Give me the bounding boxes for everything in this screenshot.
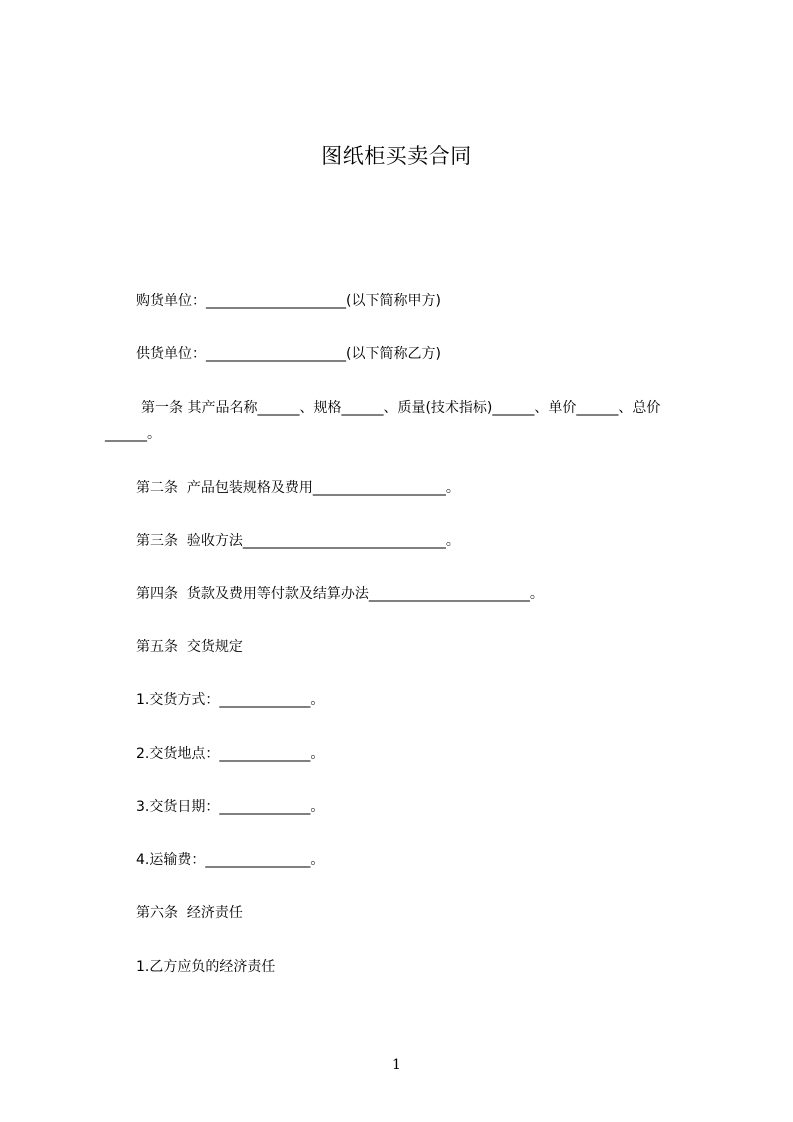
seller-liability-heading: 1.乙方应负的经济责任 — [136, 959, 276, 975]
article-1 — [105, 395, 705, 447]
article-5: 第五条 交货规定 — [136, 639, 243, 655]
freight-item: 4.运输费：_______________。 — [136, 852, 325, 868]
buyer-line: 购货单位：____________________(以下简称甲方) — [136, 293, 441, 309]
delivery-date-item: 3.交货日期：_____________。 — [136, 799, 325, 815]
page-number: 1 — [392, 1057, 401, 1073]
article-4: 第四条 货款及费用等付款及结算办法_______________________。 — [136, 586, 544, 602]
article-6: 第六条 经济责任 — [136, 905, 243, 921]
delivery-place-item: 2.交货地点：_____________。 — [136, 746, 325, 762]
contract-title: 图纸柜买卖合同 — [321, 144, 472, 168]
delivery-method-item: 1.交货方式：_____________。 — [136, 692, 325, 708]
article-3: 第三条 验收方法_____________________________。 — [136, 533, 460, 549]
article-2: 第二条 产品包装规格及费用___________________。 — [136, 480, 460, 496]
article-1-text: 第一条 其产品名称______、规格______、质量(技术指标)______、单价______、总价______。 — [105, 400, 661, 442]
seller-line: 供货单位：____________________(以下简称乙方) — [136, 346, 441, 362]
